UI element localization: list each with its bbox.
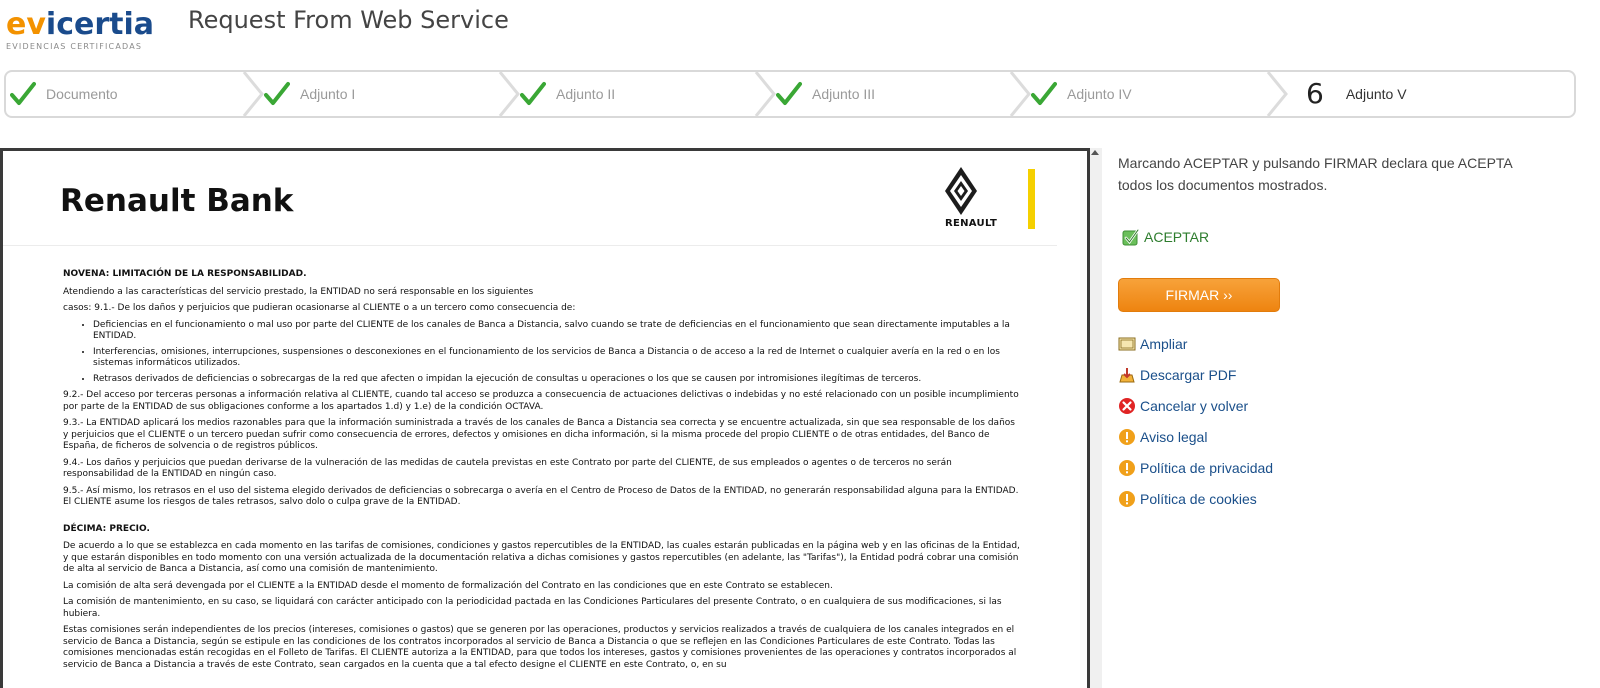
doc-paragraph: Estas comisiones serán independientes de los precios (intereses, comisiones o gastos) que se generen por las operaciones, productos y servicios realizados a través de cualquiera de los canales integrados en el servicio de Banca a Distancia, según se estipule en las condiciones de los contratos incorporados al servicio de Banca a Distancia o que se reflejen en las Condiciones Particulares de este Contrato. Todas las comisiones mencionadas están recogidas en el Folleto de Tarifas. El CLIENTE autoriza a la ENTIDAD, para que todos los intereses, gastos y comisiones provenientes de las operaciones y contratos incorporados al servicio de Banca a Distancia a través de este Contrato, sean cargados en la cuenta que a tal efecto designe el CLIENTE en este Contrato, o, en su bbox=[63, 625, 1017, 670]
document-header bbox=[3, 151, 1057, 246]
accept-checkbox[interactable] bbox=[1122, 228, 1209, 246]
sign-button[interactable]: FIRMAR ›› bbox=[1118, 278, 1280, 312]
logo-word-orange: ev bbox=[6, 7, 46, 42]
step-label: Adjunto IV bbox=[1067, 86, 1132, 102]
doc-paragraph: Atendiendo a las características del servicio prestado, la ENTIDAD no será responsable en los siguientes bbox=[63, 286, 534, 297]
brand-accent-bar bbox=[1028, 169, 1035, 229]
doc-paragraph: De acuerdo a lo que se establezca en cada momento en las tarifas de comisiones, condiciones y gastos repercutibles de la ENTIDAD, las cuales estarán publicadas en la página web y en las oficinas de la Entidad, y que estarán disponibles en todo momento con una versión actualizada de la documentación relativa a dichas comisiones y gastos repercutibles (en adelante, las "Tarifas"), la Entidad podrá cobrar una comisión de alta al servicio de Banca a Distancia, así como una comisión de mantenimiento. bbox=[63, 541, 1020, 574]
info-icon bbox=[1118, 459, 1136, 477]
check-icon bbox=[1031, 81, 1057, 107]
link-label: Ampliar bbox=[1140, 335, 1188, 352]
step-adjunto-2[interactable] bbox=[520, 72, 615, 116]
link-label: Cancelar y volver bbox=[1140, 397, 1249, 414]
step-documento[interactable] bbox=[10, 72, 118, 116]
renault-logo-text: RENAULT bbox=[945, 218, 998, 229]
side-panel bbox=[1118, 152, 1558, 507]
step-number: 6 bbox=[1306, 77, 1324, 110]
action-links bbox=[1118, 328, 1273, 514]
doc-bullet-list bbox=[93, 320, 1023, 386]
step-label: Documento bbox=[46, 86, 118, 102]
document-body bbox=[63, 269, 1023, 676]
check-icon bbox=[520, 81, 546, 107]
list-item: • Retrasos derivados de deficiencias o sobrecargas de la red que afecten o impidan la ejecución de consultas u operaciones o los que se causen por intromisiones ilegítimas de terceros. bbox=[93, 374, 1023, 386]
legal-notice-link[interactable] bbox=[1118, 421, 1273, 452]
page-title: Request From Web Service bbox=[188, 6, 509, 34]
steps-bar bbox=[4, 70, 1576, 118]
list-item: • Deficiencias en el funcionamiento o mal uso por parte del CLIENTE de los canales de Banca a Distancia, salvo cuando se trate de deficiencias en el funcionamiento que sean directamente imputables a la ENTIDAD. bbox=[93, 320, 1023, 343]
evicertia-logo bbox=[6, 8, 166, 54]
step-adjunto-3[interactable] bbox=[776, 72, 875, 116]
chevron-separator-icon bbox=[1266, 72, 1288, 116]
list-item: • Interferencias, omisiones, interrupciones, suspensiones o desconexiones en el funcionamiento de los servicios de Banca a Distancia o de acceso a la red de Internet o cualquier avería en la red o en los sistemas informáticos utilizados. bbox=[93, 347, 1023, 370]
step-label: Adjunto II bbox=[556, 86, 616, 102]
doc-paragraph: 9.2.- Del acceso por terceras personas a información relativa al CLIENTE, cuando tal acceso se produzca a consecuencia de actuaciones delictivas o indebidas y no esté relacionado con un posible incumplimiento por parte de la ENTIDAD de sus obligaciones conforme a los apartados 1.d) y 1.e) de la condición OCTAVA. bbox=[63, 390, 1019, 412]
privacy-policy-link[interactable] bbox=[1118, 452, 1273, 483]
chevron-separator-icon bbox=[242, 72, 264, 116]
step-adjunto-4[interactable] bbox=[1031, 72, 1132, 116]
step-adjunto-1[interactable] bbox=[264, 72, 355, 116]
pdf-download-icon bbox=[1118, 366, 1136, 384]
checkbox-checked-icon[interactable] bbox=[1122, 228, 1140, 246]
chevron-separator-icon bbox=[754, 72, 776, 116]
doc-paragraph: casos: 9.1.- De los daños y perjuicios que pudieran ocasionarse al CLIENTE o a un tercero como consecuencia de: bbox=[63, 303, 576, 313]
header bbox=[0, 0, 1600, 60]
accept-label: ACEPTAR bbox=[1144, 229, 1210, 245]
cancel-icon bbox=[1118, 397, 1136, 415]
chevron-separator-icon bbox=[1009, 72, 1031, 116]
document-viewer bbox=[0, 148, 1100, 688]
download-pdf-link[interactable] bbox=[1118, 359, 1273, 390]
info-icon bbox=[1118, 490, 1136, 508]
cancel-link[interactable] bbox=[1118, 390, 1273, 421]
doc-paragraph: 9.3.- La ENTIDAD aplicará los medios razonables para que la información suministrada a través de los canales de Banca a Distancia sea correcta y se encuentre actualizada, sin que sea responsable de los daños y perjuicios que el CLIENTE o un tercero puedan sufrir como consecuencia de errores, defectos y omisiones en dicha información, si la misma procede del propio CLIENTE o de otras entidades, del Banco de España, de ficheros de solvencia o de registros públicos. bbox=[63, 418, 1015, 451]
doc-paragraph: 9.5.- Así mismo, los retrasos en el uso del sistema elegido derivados de deficiencias o sobrecarga o avería en el Centro de Proceso de Datos de la ENTIDAD, no generarán responsabilidad alguna para la ENTIDAD. El CLIENTE asume los riesgos de tales retrasos, salvo dolo o culpa grave de la ENTIDAD. bbox=[63, 485, 1019, 507]
doc-paragraph: La comisión de mantenimiento, en su caso, se liquidará con carácter anticipado con la periodicidad pactada en las Condiciones Particulares del presente Contrato, o en cualquiera de sus modificaciones, si las hubiera. bbox=[63, 597, 1002, 619]
scroll-up-arrow-icon[interactable] bbox=[1091, 150, 1099, 155]
step-label: Adjunto I bbox=[300, 86, 356, 102]
document-scrollbar[interactable] bbox=[1090, 148, 1102, 688]
section-heading: NOVENA: LIMITACIÓN DE LA RESPONSABILIDAD. bbox=[63, 269, 307, 279]
logo-subtitle: EVIDENCIAS CERTIFICADAS bbox=[6, 42, 143, 51]
link-label: Aviso legal bbox=[1140, 428, 1208, 445]
document-frame[interactable] bbox=[0, 148, 1090, 688]
info-icon bbox=[1118, 428, 1136, 446]
section-heading: DÉCIMA: PRECIO. bbox=[63, 523, 150, 534]
link-label: Política de cookies bbox=[1140, 490, 1257, 507]
doc-paragraph: 9.4.- Los daños y perjuicios que puedan derivarse de la vulneración de las medidas de cautela previstas en este Contrato por parte del CLIENTE, de sus empleados o agentes o de terceros no serán responsabilidad de la ENTIDAD en ningún caso. bbox=[63, 457, 952, 479]
check-icon bbox=[264, 81, 290, 107]
expand-icon bbox=[1118, 335, 1136, 353]
check-icon bbox=[776, 81, 802, 107]
acceptance-info: Marcando ACEPTAR y pulsando FIRMAR declara que ACEPTA todos los documentos mostrados. bbox=[1118, 155, 1512, 193]
expand-link[interactable] bbox=[1118, 328, 1273, 359]
step-adjunto-5[interactable] bbox=[1306, 72, 1407, 116]
link-label: Descargar PDF bbox=[1140, 366, 1237, 383]
step-label: Adjunto V bbox=[1345, 86, 1407, 102]
check-icon bbox=[10, 81, 36, 107]
cookies-policy-link[interactable] bbox=[1118, 483, 1273, 514]
document-brand: Renault Bank bbox=[60, 183, 294, 219]
link-label: Política de privacidad bbox=[1140, 459, 1274, 476]
doc-paragraph: La comisión de alta será devengada por el CLIENTE a la ENTIDAD desde el momento de formalización del Contrato en las condiciones que en este Contrato se establecen. bbox=[63, 580, 833, 591]
chevron-separator-icon bbox=[498, 72, 520, 116]
logo-word-blue: icertia bbox=[45, 7, 154, 42]
step-label: Adjunto III bbox=[812, 86, 876, 102]
